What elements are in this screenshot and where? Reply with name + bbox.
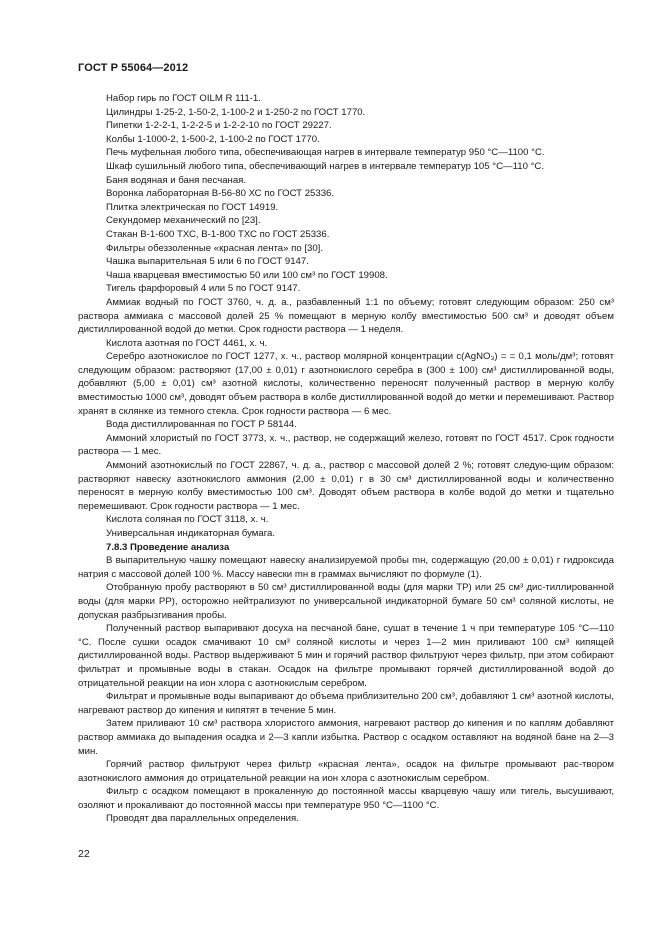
paragraph: Аммоний азотнокислый по ГОСТ 22867, ч. д. а., раствор с массовой долей 2 %; готовят следую-щим образом: растворяют навеску азотнокислого аммония (2,00 ± 0,01) г в 30 см³ дистиллированной воды и количественно переносят в мерную колбу вместимостью 100 см³. Доводят объем раствора в колбе водой до метки и тщательно перемешивают. Срок годности раствора — 1 мес.	[78, 460, 614, 512]
page-number: 22	[78, 848, 90, 860]
paragraph: Стакан В-1-600 ТХС, В-1-800 ТХС по ГОСТ 25336.	[106, 228, 330, 240]
paragraph: Вода дистиллированная по ГОСТ Р 58144.	[106, 419, 297, 431]
paragraph: Аммиак водный по ГОСТ 3760, ч. д. а., разбавленный 1:1 по объему; готовят следующим образом: 250 см³ раствора аммиака с массовой долей 25 % помещают в мерную колбу вместимостью 500 см³ и доводят объем дистиллированной водой до метки. Срок годности раствора — 1 неделя.	[78, 296, 614, 336]
paragraph: Тигель фарфоровый 4 или 5 по ГОСТ 9147.	[106, 283, 301, 295]
paragraph: Чаша кварцевая вместимостью 50 или 100 см³ по ГОСТ 19908.	[106, 269, 388, 281]
paragraph: Горячий раствор фильтруют через фильтр «красная лента», осадок на фильтре промывают рас-твором азотнокислого аммония до отрицательной реакции на ион хлора с азотнокислым серебром.	[78, 759, 614, 784]
paragraph: Цилиндры 1-25-2, 1-50-2, 1-100-2 и 1-250-2 по ГОСТ 1770.	[106, 106, 366, 118]
paragraph: Секундомер механический по [23].	[106, 215, 261, 227]
paragraph: Универсальная индикаторная бумага.	[106, 528, 275, 539]
document-header: ГОСТ Р 55064—2012	[78, 62, 189, 74]
paragraph: Баня водяная и баня песчаная.	[106, 174, 247, 186]
section-heading: 7.8.3 Проведение анализа	[106, 541, 230, 553]
paragraph: Фильтр с осадком помещают в прокаленную до постоянной массы кварцевую чашу или тигель, высушивают, озоляют и прокаливают до постоянной массы при температуре 950 °С—1100 °С.	[78, 786, 614, 811]
paragraph: Пипетки 1-2-2-1, 1-2-2-5 и 1-2-2-10 по ГОСТ 29227.	[106, 120, 332, 132]
paragraph: Набор гирь по ГОСТ OILM R 111-1.	[106, 93, 261, 104]
paragraph: Отобранную пробу растворяют в 50 см³ дистиллированной воды (для марки ТР) или 25 см³ дис-тиллированной воды (для марки РР), осторожно нейтрализуют по универсальной индикаторной бумаге 50 см³ соляной кислоты, не допуская разбрызгивания пробы.	[78, 582, 614, 621]
paragraph: Воронка лабораторная В-56-80 ХС по ГОСТ 25336.	[106, 188, 335, 200]
paragraph: Кислота азотная по ГОСТ 4461, х. ч.	[106, 337, 268, 349]
paragraph: Чашка выпарительная 5 или 6 по ГОСТ 9147.	[106, 256, 309, 268]
paragraph: Фильтры обеззоленные «красная лента» по [30].	[106, 242, 323, 254]
paragraph: Плитка электрическая по ГОСТ 14919.	[106, 201, 279, 213]
paragraph: Фильтрат и промывные воды выпаривают до объема приблизительно 200 см³, добавляют 1 см³ азотной кислоты, нагревают раствор до кипения и кипятят в течение 5 мин.	[78, 691, 614, 716]
paragraph: Затем приливают 10 см³ раствора хлористого аммония, нагревают раствор до кипения и по каплям добавляют раствор аммиака до выпадения осадка и 2—3 капли избытка. Раствор с осадком оставляют на водяной бане на 2—3 мин.	[78, 718, 614, 757]
paragraph: Полученный раствор выпаривают досуха на песчаной бане, сушат в течение 1 ч при температуре 105 °С—110 °С. После сушки осадок смачивают 10 см³ соляной кислоты и через 1—2 мин приливают 100 см³ кипящей дистиллированной воды. Раствор выдерживают 5 мин и горячий раствор фильтруют через фильтр, при этом собирают фильтрат и промывные воды в стакан. Осадок на фильтре промывают горячей дистиллированной водой до отрицательной реакции на ион хлора с азотнокислым серебром.	[78, 623, 614, 689]
paragraph: Проводят два параллельных определения.	[106, 813, 299, 825]
paragraph: Печь муфельная любого типа, обеспечивающая нагрев в интервале температур 950 °С—1100 °С.	[106, 147, 545, 159]
document-body	[78, 92, 614, 826]
paragraph: Аммоний хлористый по ГОСТ 3773, х. ч., раствор, не содержащий железо, готовят по ГОСТ 4517. Срок годности раствора — 1 мес.	[78, 432, 614, 458]
paragraph: Кислота соляная по ГОСТ 3118, х. ч.	[106, 514, 269, 526]
paragraph: В выпарительную чашку помещают навеску анализируемой пробы mн, содержащую (20,00 ± 0,01) г гидроксида натрия с массовой долей 100 %. Массу навески mн в граммах вычисляют по формуле (1).	[78, 555, 614, 580]
paragraph: Шкаф сушильный любого типа, обеспечивающий нагрев в интервале температур 105 °С—110 °С.	[106, 160, 544, 172]
paragraph: Серебро азотнокислое по ГОСТ 1277, х. ч., раствор молярной концентрации c(AgNO₃) = = 0,1 моль/дм³; готовят следующим образом: растворяют (17,00 ± 0,01) г азотнокислого серебра в (300 ± 100) см³ дистиллированной воды, добавляют (5,00 ± 0,01) см³ азотной кислоты, количественно переносят полученный раствор в мерную колбу вместимостью 1000 см³, доводят объем раствора в колбе дистиллированной водой до метки и перемешивают. Раствор хранят в склянке из темного стекла. Срок годности раствора — 6 мес.	[78, 351, 614, 417]
paragraph: Колбы 1-1000-2, 1-500-2, 1-100-2 по ГОСТ 1770.	[106, 133, 320, 145]
